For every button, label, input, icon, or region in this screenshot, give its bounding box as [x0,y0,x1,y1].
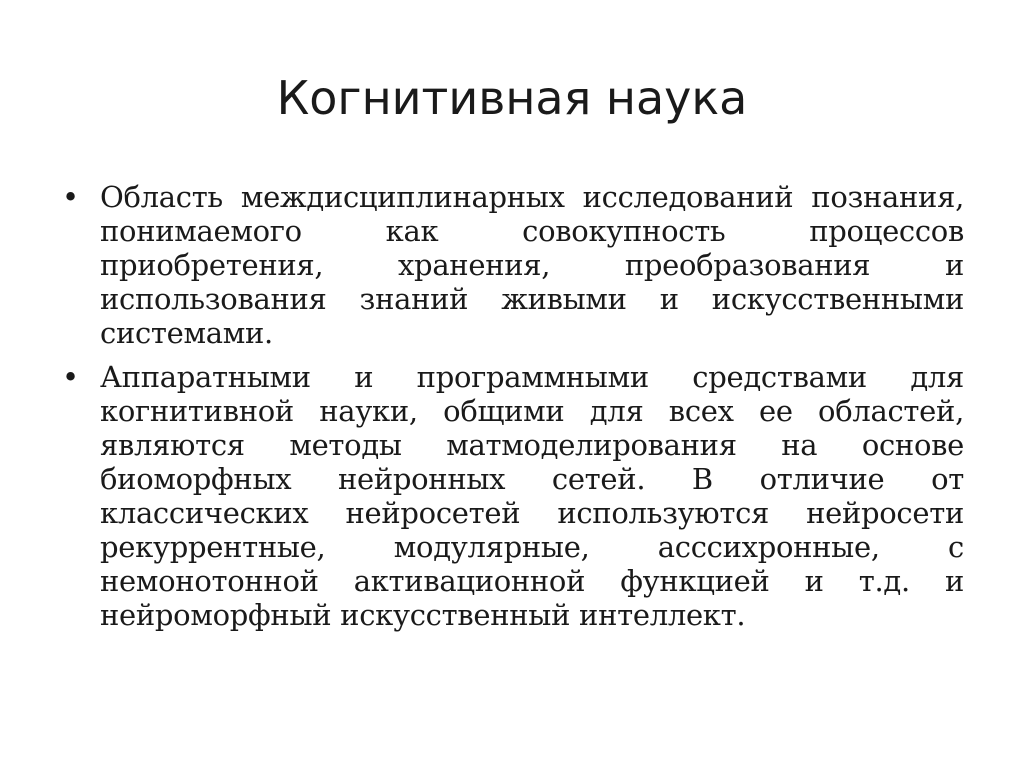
slide-title: Когнитивная наука [276,71,748,125]
bullet-item-1 [62,180,964,350]
bullet-item-2 [62,360,964,632]
bullet-text-1: Область междисциплинарных исследований познания, понимаемого как совокупность процессов приобретения, хранения, преобразования и использования знаний живыми и искусственными системами. [100,180,964,350]
bullet-dot-icon: • [62,180,80,214]
bullet-dot-icon: • [62,360,80,394]
bullet-list [62,180,964,642]
bullet-text-2: Аппаратными и программными средствами для когнитивной науки, общими для всех ее областей, являются методы матмоделирования на основе биоморфных нейронных сетей. В отличие от классических нейросетей используются нейросети рекуррентные, модулярные, асссихронные, с немонотонной активационной функцией и т.д. и нейроморфный искусственный интеллект. [100,360,964,632]
